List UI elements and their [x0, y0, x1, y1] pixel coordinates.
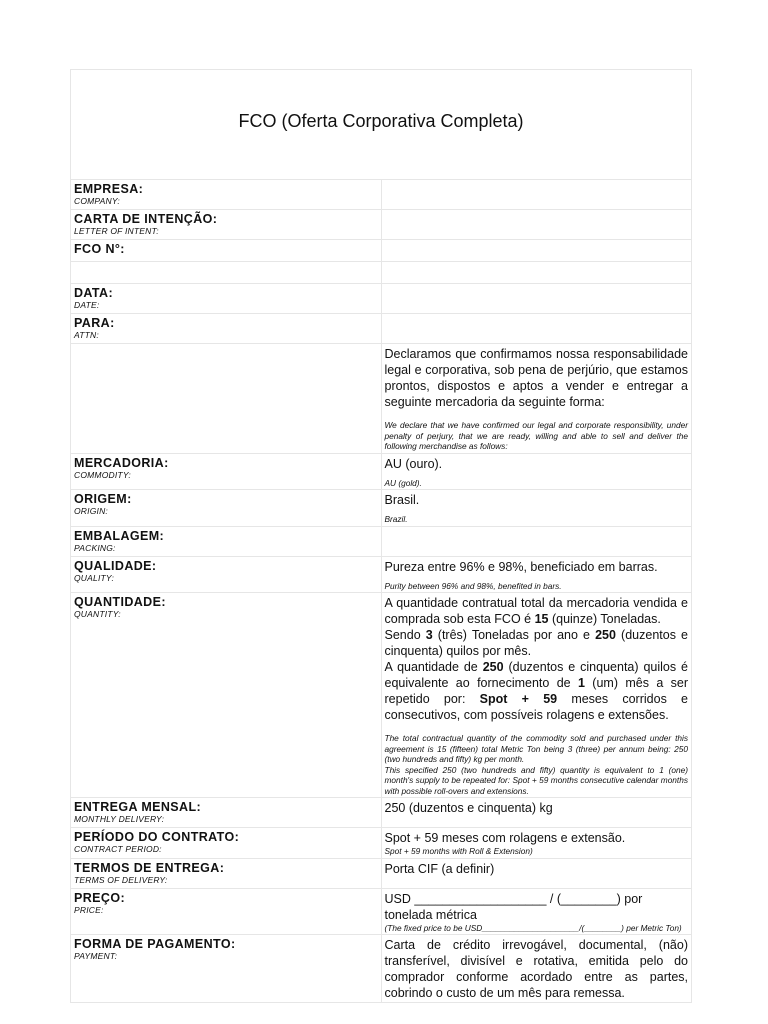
value-quality-en: Purity between 96% and 98%, benefited in bars. — [384, 580, 562, 591]
quantidade-paragraph-3: A quantidade de 250 (duzentos e cinquenta) quilos é equivalente ao fornecimento de 1 (um) mês a ser repetido por: Spot + 59 meses corridos e consecutivos, com possíveis rolagens e extensões. — [384, 660, 688, 722]
row-mercadoria — [71, 453, 692, 490]
row-data — [71, 284, 692, 314]
value-qualidade: Pureza entre 96% e 98%, beneficiado em barras. — [384, 559, 658, 574]
value-price-en: (The fixed price to be USD_____________________/(________) per Metric Ton) — [384, 922, 682, 933]
row-termos — [71, 858, 692, 888]
sublabel-company: COMPANY: — [74, 196, 120, 206]
row-empresa — [71, 180, 692, 210]
fco-document — [70, 69, 692, 1003]
row-declaration — [71, 344, 692, 454]
row-quantidade — [71, 593, 692, 798]
label-preco: PREÇO: — [74, 890, 126, 905]
label-data: DATA: — [74, 286, 114, 300]
row-origem — [71, 490, 692, 527]
value-carta — [381, 210, 692, 240]
sublabel-quality: QUALITY: — [74, 572, 115, 583]
label-periodo: PERÍODO DO CONTRATO: — [74, 830, 240, 844]
sublabel-monthly-delivery: MONTHLY DELIVERY: — [74, 814, 165, 824]
title-row — [71, 70, 692, 180]
declaration-en: We declare that we have confirmed our legal and corporate responsibility, under penalty of perjury, that we are ready, willing and able to sell and deliver the following merchandise as follows: — [384, 420, 688, 451]
value-empresa — [381, 180, 692, 210]
document-title: FCO (Oferta Corporativa Completa) — [238, 110, 524, 131]
sublabel-date: DATE: — [74, 300, 100, 310]
sublabel-letter-of-intent: LETTER OF INTENT: — [74, 226, 159, 236]
sublabel-payment: PAYMENT: — [74, 951, 118, 961]
sublabel-quantity: QUANTITY: — [74, 609, 121, 619]
value-termos: Porta CIF (a definir) — [384, 861, 495, 876]
row-embalagem — [71, 526, 692, 556]
quantidade-paragraph-1: A quantidade contratual total da mercadoria vendida e comprada sob esta FCO é 15 (quinze) Toneladas. — [384, 596, 688, 626]
quantidade-paragraph-2: Sendo 3 (três) Toneladas por ano e 250 (duzentos e cinquenta) quilos por mês. — [384, 628, 688, 658]
row-blank — [71, 262, 692, 284]
value-origem: Brasil. — [384, 493, 420, 507]
row-fco — [71, 240, 692, 262]
sublabel-contract-period: CONTRACT PERIOD: — [74, 844, 162, 854]
title-cell — [71, 70, 692, 180]
value-data — [381, 284, 692, 314]
sublabel-price: PRICE: — [74, 904, 104, 915]
label-para: PARA: — [74, 316, 115, 330]
sublabel-packing: PACKING: — [74, 542, 116, 553]
value-embalagem — [381, 526, 692, 556]
sublabel-commodity: COMMODITY: — [74, 469, 131, 480]
label-quantidade: QUANTIDADE: — [74, 595, 166, 609]
row-periodo — [71, 828, 692, 859]
label-carta: CARTA DE INTENÇÃO: — [74, 212, 218, 226]
value-preco: USD ___________________ / (________) por tonelada métrica — [384, 891, 643, 922]
label-origem: ORIGEM: — [74, 492, 132, 506]
value-para — [381, 314, 692, 344]
label-termos: TERMOS DE ENTREGA: — [74, 860, 225, 875]
value-commodity-en: AU (gold). — [384, 477, 422, 488]
quantity-en-2: This specified 250 (two hundreds and fifty) quantity is equivalent to 1 (one) month's supply to be repeated for: Spot + 59 months consecutive calendar months with possible roll-overs and extensions. — [384, 764, 688, 796]
value-fco — [381, 240, 692, 262]
row-preco — [71, 888, 692, 935]
label-empresa: EMPRESA: — [74, 182, 144, 196]
row-pagamento — [71, 935, 692, 1003]
sublabel-attn: ATTN: — [74, 330, 99, 340]
value-pagamento: Carta de crédito irrevogável, documental, (não) transferível, divisível e rotativa, emitida pelo do comprador conforme acordado entre as partes, cobrindo o custo de um mês para remessa. — [384, 938, 688, 1000]
row-qualidade — [71, 556, 692, 593]
label-entrega: ENTREGA MENSAL: — [74, 800, 202, 814]
label-embalagem: EMBALAGEM: — [74, 528, 165, 543]
row-entrega — [71, 798, 692, 828]
label-fco: FCO N°: — [74, 242, 125, 256]
sublabel-origin: ORIGIN: — [74, 506, 108, 516]
declaration-pt: Declaramos que confirmamos nossa responsabilidade legal e corporativa, sob pena de perjúrio, que estamos prontos, dispostos e aptos a vender e entregar a seguinte mercadoria da seguinte forma: — [384, 347, 688, 409]
quantity-en-1: The total contractual quantity of the commodity sold and purchased under this agreement is 15 (fifteen) total Metric Ton being 3 (three) per annum being: 250 (two hundreds and fifty) kg per month. — [384, 733, 688, 764]
label-qualidade: QUALIDADE: — [74, 558, 157, 573]
sublabel-terms-of-delivery: TERMS OF DELIVERY: — [74, 874, 168, 885]
label-pagamento: FORMA DE PAGAMENTO: — [74, 937, 236, 951]
value-origin-en: Brazil. — [384, 514, 408, 524]
value-entrega: 250 (duzentos e cinquenta) kg — [384, 801, 553, 815]
fco-table — [70, 69, 692, 1003]
value-periodo: Spot + 59 meses com rolagens e extensão. — [384, 831, 626, 845]
value-mercadoria: AU (ouro). — [384, 456, 443, 471]
row-para — [71, 314, 692, 344]
row-carta — [71, 210, 692, 240]
value-period-en: Spot + 59 months with Roll & Extension) — [384, 846, 533, 856]
label-mercadoria: MERCADORIA: — [74, 455, 169, 470]
